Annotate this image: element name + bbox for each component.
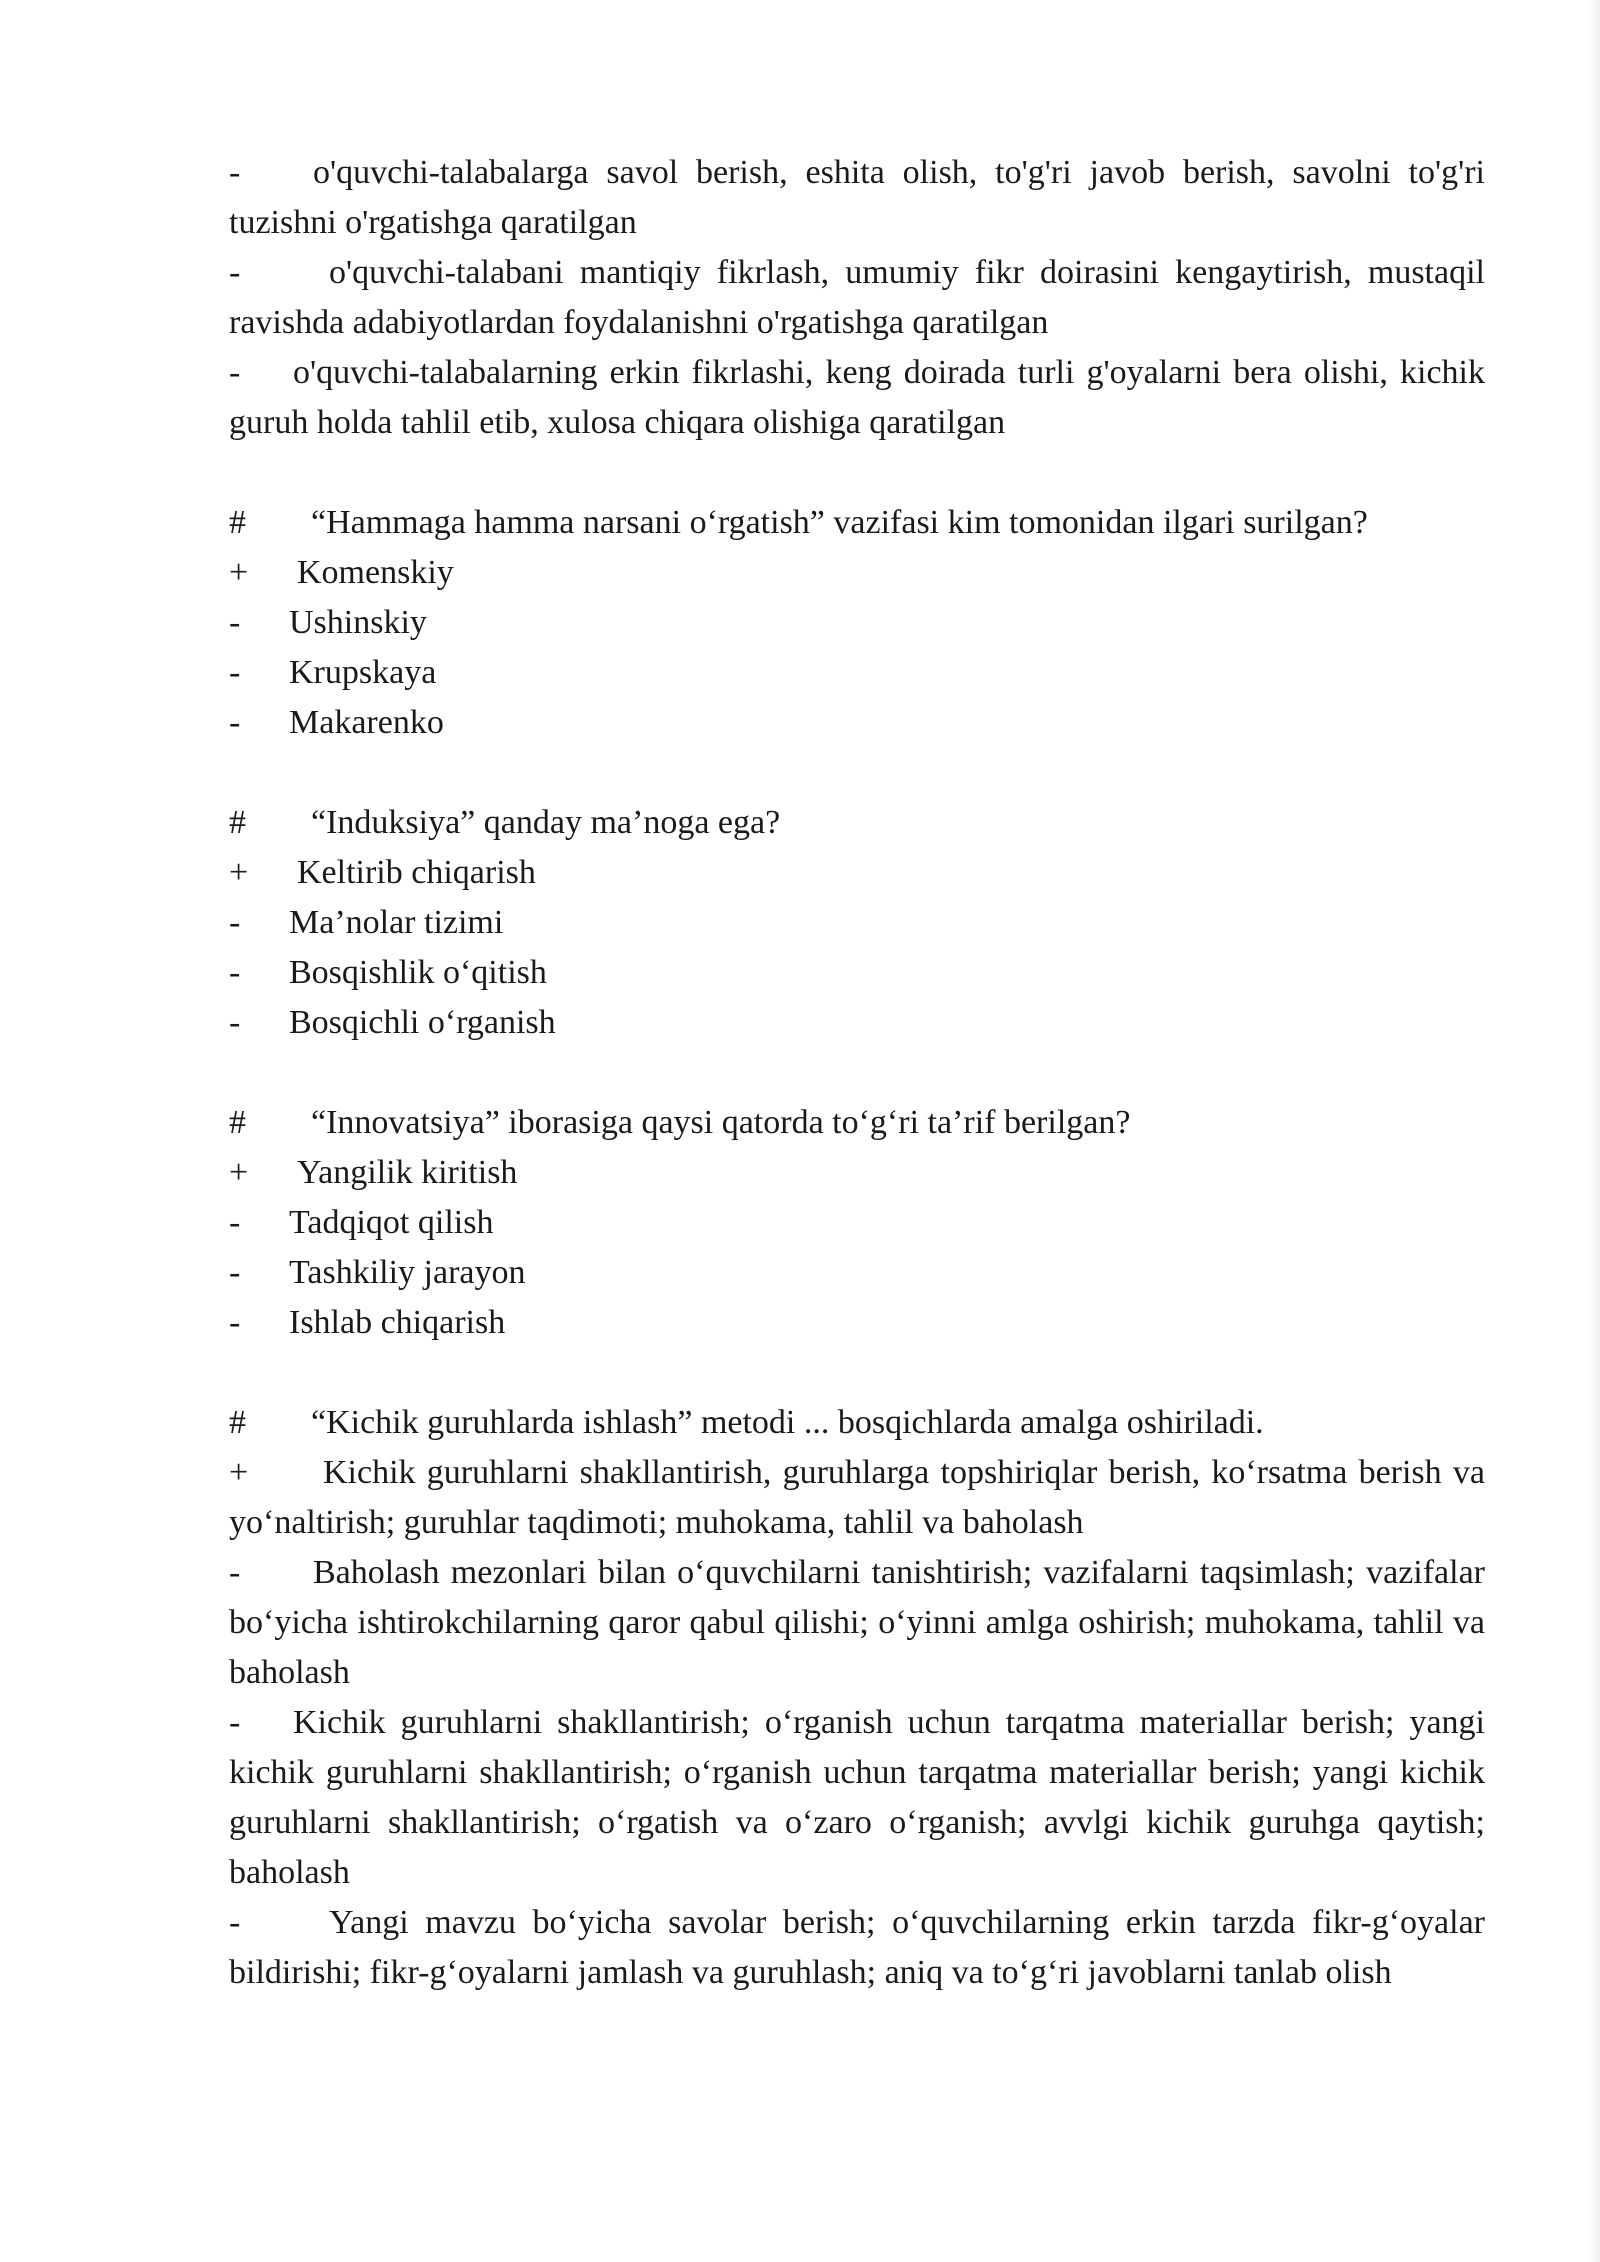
answer-correct xyxy=(229,1148,1485,1198)
question-text: “Kichik guruhlarda ishlash” metodi ... bosqichlarda amalga oshiriladi. xyxy=(311,1404,1264,1441)
option-text: o'quvchi-talabalarga savol berish, eshita olish, to'g'ri javob berish, savolni to'g'ri tuzishni o'rgatishga qaratilgan xyxy=(229,154,1485,241)
answer-marker: - xyxy=(229,1904,241,1941)
option-marker: - xyxy=(229,354,241,391)
question-text: “Hammaga hamma narsani o‘rgatish” vazifasi kim tomonidan ilgari surilgan? xyxy=(311,504,1368,541)
option-text: o'quvchi-talabani mantiqiy fikrlash, umumiy fikr doirasini kengaytirish, mustaqil ravishda adabiyotlardan foydalanishni o'rgatishga qaratilgan xyxy=(229,254,1485,341)
intro-option-2 xyxy=(229,248,1485,348)
answer-text: Tadqiqot qilish xyxy=(289,1204,494,1241)
answer-correct xyxy=(229,548,1485,598)
spacer xyxy=(229,748,1485,798)
answer-text: Yangilik kiritish xyxy=(297,1154,518,1191)
answer-marker: - xyxy=(229,604,241,641)
option-marker: - xyxy=(229,254,241,291)
answer-option xyxy=(229,1898,1485,1998)
question-marker: # xyxy=(229,804,246,841)
answer-marker: - xyxy=(229,1254,241,1291)
spacer xyxy=(229,1048,1485,1098)
question-marker: # xyxy=(229,1404,246,1441)
answer-text: Bosqichli o‘rganish xyxy=(289,1004,556,1041)
answer-text: Makarenko xyxy=(289,704,444,741)
answer-option xyxy=(229,1198,1485,1248)
answer-text: Bosqishlik o‘qitish xyxy=(289,954,547,991)
answer-text: Komenskiy xyxy=(297,554,454,591)
question-marker: # xyxy=(229,504,246,541)
option-text: o'quvchi-talabalarning erkin fikrlashi, keng doirada turli g'oyalarni bera olishi, kichik guruh holda tahlil etib, xulosa chiqara olishiga qaratilgan xyxy=(229,354,1485,441)
answer-marker: - xyxy=(229,1554,241,1591)
answer-marker: + xyxy=(229,554,249,591)
answer-text: Kichik guruhlarni shakllantirish, guruhlarga topshiriqlar berish, ko‘rsatma berish va yo‘naltirish; guruhlar taqdimoti; muhokama, tahlil va baholash xyxy=(229,1454,1485,1541)
answer-text: Ushinskiy xyxy=(289,604,427,641)
question-text: “Induksiya” qanday ma’noga ega? xyxy=(311,804,781,841)
answer-marker: - xyxy=(229,1704,241,1741)
question-2 xyxy=(229,798,1485,848)
answer-text: Yangi mavzu bo‘yicha savolar berish; o‘quvchilarning erkin tarzda fikr-g‘oyalar bildirishi; fikr-g‘oyalarni jamlash va guruhlash; aniq va to‘g‘ri javoblarni tanlab olish xyxy=(229,1904,1485,1991)
question-3 xyxy=(229,1098,1485,1148)
answer-marker: + xyxy=(229,854,249,891)
answer-marker: + xyxy=(229,1454,249,1491)
answer-marker: - xyxy=(229,654,241,691)
answer-correct xyxy=(229,1448,1485,1548)
question-marker: # xyxy=(229,1104,246,1141)
answer-text: Ishlab chiqarish xyxy=(289,1304,506,1341)
question-4 xyxy=(229,1398,1485,1448)
answer-marker: + xyxy=(229,1154,249,1191)
answer-option xyxy=(229,1698,1485,1898)
spacer xyxy=(229,1348,1485,1398)
question-1 xyxy=(229,498,1485,548)
answer-marker: - xyxy=(229,704,241,741)
intro-option-1 xyxy=(229,148,1485,248)
answer-text: Tashkiliy jarayon xyxy=(289,1254,526,1291)
answer-option xyxy=(229,598,1485,648)
answer-marker: - xyxy=(229,904,241,941)
answer-option xyxy=(229,648,1485,698)
spacer xyxy=(229,448,1485,498)
answer-option xyxy=(229,998,1485,1048)
answer-marker: - xyxy=(229,1204,241,1241)
answer-option xyxy=(229,1298,1485,1348)
answer-option xyxy=(229,1248,1485,1298)
answer-text: Krupskaya xyxy=(289,654,437,691)
answer-text: Baholash mezonlari bilan o‘quvchilarni tanishtirish; vazifalarni taqsimlash; vazifalar bo‘yicha ishtirokchilarning qaror qabul qilishi; o‘yinni amlga oshirish; muhokama, tahlil va baholash xyxy=(229,1554,1485,1691)
document-body xyxy=(229,148,1485,1998)
answer-option xyxy=(229,898,1485,948)
answer-text: Kichik guruhlarni shakllantirish; o‘rganish uchun tarqatma materiallar berish; yangi kichik guruhlarni shakllantirish; o‘rganish uchun tarqatma materiallar berish; yangi kichik guruhlarni shakllantirish; o‘rgatish va o‘zaro o‘rganish; avvlgi kichik guruhga qaytish; baholash xyxy=(229,1704,1485,1891)
answer-text: Keltirib chiqarish xyxy=(297,854,536,891)
answer-marker: - xyxy=(229,954,241,991)
answer-text: Ma’nolar tizimi xyxy=(289,904,504,941)
answer-marker: - xyxy=(229,1304,241,1341)
question-text: “Innovatsiya” iborasiga qaysi qatorda to‘g‘ri ta’rif berilgan? xyxy=(311,1104,1131,1141)
answer-marker: - xyxy=(229,1004,241,1041)
answer-correct xyxy=(229,848,1485,898)
answer-option xyxy=(229,1548,1485,1698)
intro-option-3 xyxy=(229,348,1485,448)
answer-option xyxy=(229,698,1485,748)
page-edge-shadow xyxy=(1588,0,1600,2262)
option-marker: - xyxy=(229,154,241,191)
answer-option xyxy=(229,948,1485,998)
